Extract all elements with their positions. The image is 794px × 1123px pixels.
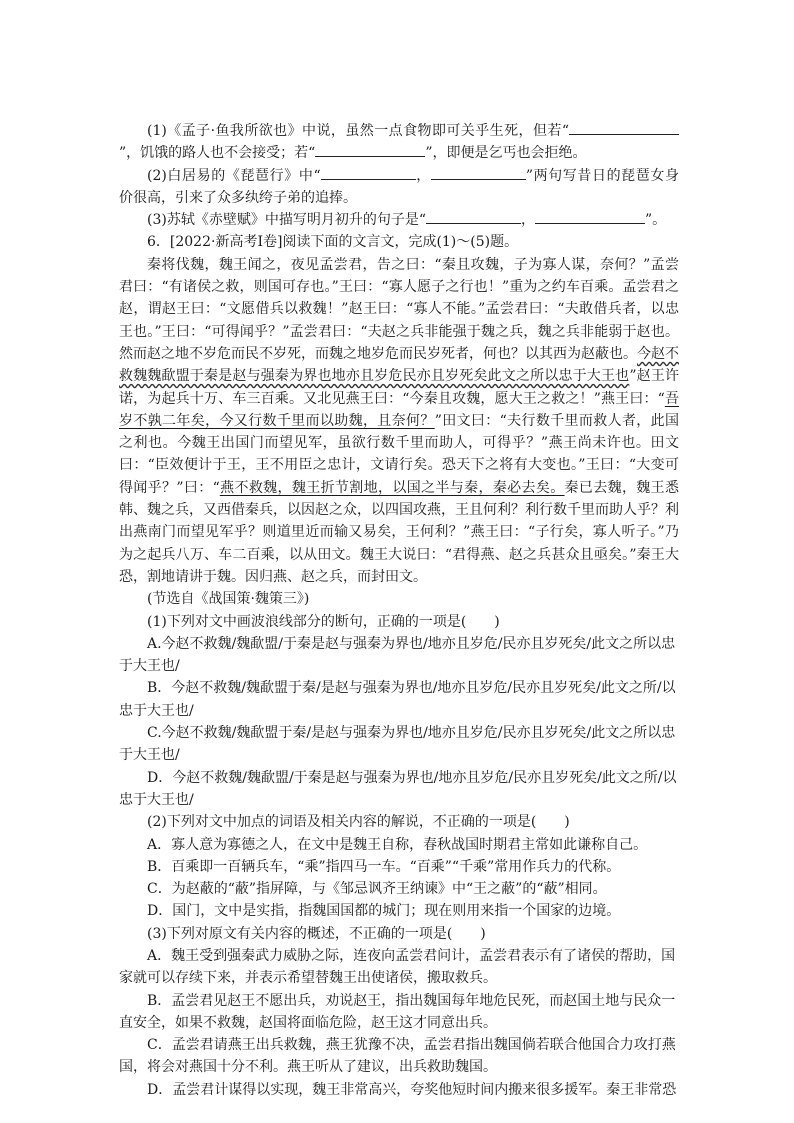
sub3-option-c[interactable]: C．孟尝君请燕王出兵救魏，燕王犹豫不决，孟尝君指出魏国倘若联合他国合力攻打燕国，将会对燕国十分不利。燕王听从了建议，出兵救助魏国。 [119, 1037, 676, 1076]
sub1-option-b[interactable]: B．今赵不救魏/魏歃盟于秦/是赵与强秦为界也/地亦且岁危/民亦且岁死矣/此文之所/以忠于大王也/ [119, 680, 676, 719]
sub3-option-a[interactable]: A．魏王受到强秦武力威胁之际，连夜向孟尝君问计，孟尝君表示有了诸侯的帮助，国家就可以存续下来，并表示希望替魏王出使诸侯，搬取救兵。 [119, 947, 676, 987]
underlined-sentence-1: 吾岁不孰二年矣，今又行数千里而以助魏，且奈何？ [119, 390, 679, 429]
q5-item-3: (3)苏轼《赤壁赋》中描写明月初升的句子是“ ， ”。 [147, 212, 667, 229]
sub2-option-b[interactable]: B．百乘即一百辆兵车，“乘”指四马一车。“百乘”“千乘”常用作兵力的代称。 [147, 858, 621, 875]
answer-blank[interactable] [535, 210, 645, 224]
sub2-option-c[interactable]: C．为赵蔽的“蔽”指屏障，与《邹忌讽齐王纳谏》中“王之蔽”的“蔽”相同。 [147, 881, 607, 898]
exam-page [119, 120, 679, 1101]
sub1-option-c[interactable]: C.今赵不救魏/魏歃盟于秦/是赵与强秦为界也/地亦且岁危/民亦且岁死矣/此文之所以忠于大王也/ [119, 725, 676, 764]
sub1-option-d[interactable]: D．今赵不救魏/魏歃盟/于秦是赵与强秦为界也/地亦且岁危/民亦且岁死矣/此文之所/以忠于大王也/ [119, 769, 677, 808]
answer-blank[interactable] [569, 121, 679, 135]
answer-blank[interactable] [315, 143, 425, 157]
answer-blank[interactable] [431, 166, 526, 180]
sub1-option-a[interactable]: A.今赵不救魏/魏歃盟/于秦是赵与强秦为界也/地亦且岁危/民亦且岁死矣/此文之所以忠于大王也/ [119, 635, 676, 675]
q6-stem: 6．[2022·新高考Ⅰ卷]阅读下面的文言文，完成(1)～(5)题。 [147, 234, 519, 251]
sub3-stem: (3)下列对原文有关内容的概述，不正确的一项是( ) [147, 925, 486, 942]
sub1-stem: (1)下列对文中画波浪线部分的断句，正确的一项是( ) [147, 613, 500, 630]
sub2-stem: (2)下列对文中加点的词语及相关内容的解说，不正确的一项是( ) [147, 814, 570, 831]
sub2-option-a[interactable]: A．寡人意为寡德之人，在文中是魏王自称，春秋战国时期君主常如此谦称自己。 [147, 836, 648, 853]
q6-passage: 秦将伐魏，魏王闻之，夜见孟尝君，告之曰：“秦且攻魏，子为寡人谋，奈何？”孟尝君曰：“有诸侯之救，则国可存也。”王曰：“寡人愿子之行也！”重为之约车百乘。孟尝君之赵，谓赵王曰：“文愿借兵以救魏！”赵王曰：“寡人不能。”孟尝君曰：“夫敢借兵者，以忠王也。”王曰：“可得闻乎？”孟尝君曰：“夫赵之兵非能强于魏之兵，魏之兵非能弱于赵也。然而赵之地不岁危而民不岁死，而魏之地岁危而民岁死者，何也？以其西为赵蔽也。今赵不救魏魏歃盟于秦是赵与强秦为界也地亦且岁危民亦且岁死矣此文之所以忠于大王也”赵王许诺，为起兵十万、车三百乘。又北见燕王曰：“今秦且攻魏，愿大王之救之！”燕王曰：“吾岁不孰二年矣，今又行数千里而以助魏，且奈何？”田文曰：“夫行数千里而救人者，此国之利也。今魏王出国门而望见军，虽欲行数千里而助人，可得乎？”燕王尚未许也。田文曰：“臣效便计于王，王不用臣之忠计，文请行矣。恐天下之将有大变也。”王曰：“大变可得闻乎？”曰：“燕不救魏，魏王折节割地，以国之半与秦，秦必去矣。秦已去魏，魏王悉韩、魏之兵，又西借秦兵，以因赵之众，以四国攻燕，王且何利？利行数千里而助人乎？利出燕南门而望见军乎？则道里近而输又易矣，王何利？”燕王曰：“子行矣，寡人听子。”乃为之起兵八万、车二百乘，以从田文。魏王大说曰：“君得燕、赵之兵甚众且亟矣。”秦王大恐，割地请讲于魏。因归燕、赵之兵，而封田文。 [119, 256, 680, 585]
sub3-option-d[interactable]: D．孟尝君计谋得以实现，魏王非常高兴，夸奖他短时间内搬来很多援军。秦王非常恐 [147, 1081, 677, 1098]
wavy-underlined-text: 今赵不救魏魏歃盟于秦是赵与强秦为界也地亦且岁危民亦且岁死矣此文之所以忠于大王也 [119, 345, 679, 385]
underlined-sentence-2: 燕不救魏，魏王折节割地，以国之半与秦，秦必去矣。 [219, 479, 565, 496]
passage-source: (节选自《战国策·魏策三》) [147, 591, 310, 608]
answer-blank[interactable] [321, 166, 416, 180]
q5-item-2: (2)白居易的《琵琶行》中“ ， ”两句写昔日的琵琶女身价很高，引来了众多纨绔子弟的追捧。 [119, 167, 679, 206]
sub3-option-b[interactable]: B．孟尝君见赵王不愿出兵，劝说赵王，指出魏国每年地危民死，而赵国土地与民众一直安全，如果不救魏，赵国将面临危险，赵王这才同意出兵。 [119, 992, 676, 1031]
sub2-option-d[interactable]: D．国门，文中是实指，指魏国国都的城门；现在则用来指一个国家的边境。 [147, 903, 621, 920]
answer-blank[interactable] [426, 210, 521, 224]
q5-item-1: (1)《孟子·鱼我所欲也》中说，虽然一点食物即可关乎生死，但若“”，饥饿的路人也不会接受；若“ ”，即便是乞丐也会拒绝。 [119, 120, 679, 165]
